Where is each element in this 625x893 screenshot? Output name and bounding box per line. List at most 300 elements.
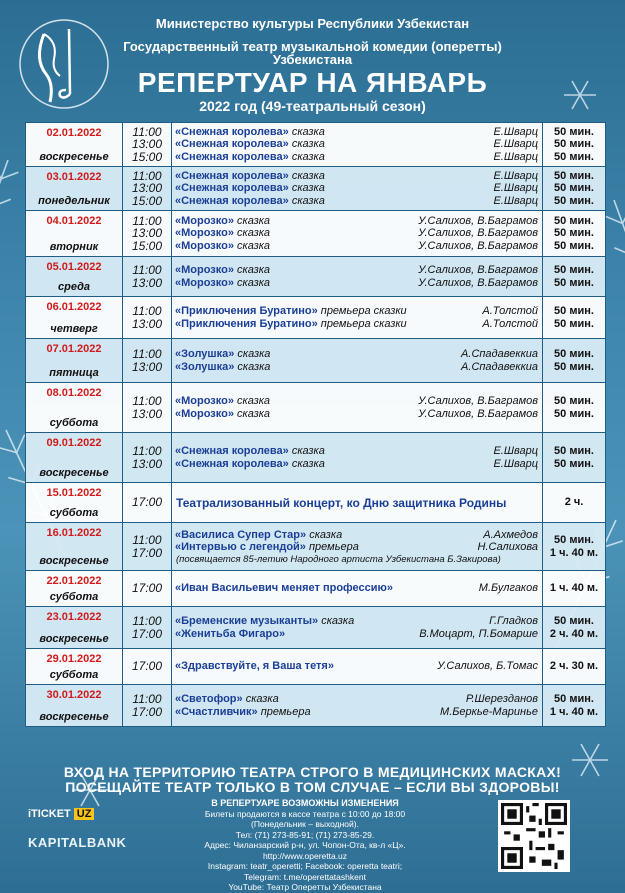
show-time: 15:00 <box>131 149 163 164</box>
duration-cell <box>543 607 606 649</box>
theatre-name-line2: Узбекистана <box>272 52 353 67</box>
play-left <box>175 458 325 471</box>
mask-warning <box>0 765 625 795</box>
weekday: воскресенье <box>39 151 109 163</box>
show-time: 17:00 <box>131 581 163 596</box>
play-left <box>175 408 270 421</box>
play-cell <box>172 649 543 685</box>
play-left <box>175 240 270 253</box>
time-cell <box>123 339 172 383</box>
info-line: Instagram: teatr_operetti; Facebook: operetta teatri; <box>207 861 403 871</box>
play-left <box>175 582 393 595</box>
duration: 2 ч. 30 м. <box>549 660 599 673</box>
play-genre: премьера <box>260 705 311 718</box>
time-cell <box>123 257 172 297</box>
page-title: РЕПЕРТУАР НА ЯНВАРЬ <box>137 67 488 98</box>
mask-warning-line1: ВХОД НА ТЕРРИТОРИЮ ТЕАТРА СТРОГО В МЕДИЦИНСКИХ МАСКАХ! <box>63 764 562 780</box>
duration: 50 мин. <box>554 227 594 240</box>
duration: 50 мин. <box>554 305 594 317</box>
table-row <box>26 685 606 727</box>
duration: 50 мин. <box>554 182 594 195</box>
info-line: YouTube: Театр Оперетты Узбекистана <box>228 882 382 892</box>
play-title[interactable]: «Снежная королева» <box>175 150 289 163</box>
date-cell <box>26 649 123 685</box>
show-time: 13:00 <box>131 359 163 374</box>
concert-title[interactable]: Театрализованный концерт, ко Дню защитника Родины <box>176 495 507 510</box>
duration: 1 ч. 40 м. <box>549 546 599 559</box>
play-cell <box>172 523 543 571</box>
weekday: воскресенье <box>39 711 109 723</box>
play-line <box>172 240 542 253</box>
play-cell <box>172 383 543 433</box>
play-left <box>175 277 270 290</box>
weekday: воскресенье <box>39 633 109 645</box>
date-cell <box>26 211 123 257</box>
repertoire-table <box>25 122 606 727</box>
play-line <box>172 582 542 595</box>
play-genre: сказка <box>237 239 271 252</box>
duration: 50 мин. <box>554 395 594 407</box>
performance-date: 09.01.2022 <box>46 437 102 449</box>
play-title[interactable]: «Женитьба Фигаро» <box>175 627 286 640</box>
play-title[interactable]: «Приключения Буратино» <box>175 317 318 330</box>
table-row <box>26 383 606 433</box>
duration: 50 мин. <box>554 615 594 627</box>
play-genre: сказка <box>237 227 271 240</box>
play-author: У.Салихов, В.Баграмов <box>418 214 538 227</box>
duration: 50 мин. <box>554 169 594 182</box>
show-time: 13:00 <box>131 226 163 241</box>
table-row <box>26 257 606 297</box>
play-left <box>175 693 279 706</box>
play-line <box>172 706 542 719</box>
date-cell <box>26 167 123 211</box>
performance-date: 08.01.2022 <box>46 387 102 399</box>
weekday: суббота <box>49 507 99 519</box>
duration-cell <box>543 483 606 523</box>
date-cell <box>26 433 123 483</box>
weekday: понедельник <box>38 195 110 207</box>
play-genre: премьера сказки <box>320 305 407 317</box>
table-row <box>26 483 606 523</box>
play-title[interactable]: «Снежная королева» <box>175 125 289 138</box>
table-row <box>26 211 606 257</box>
duration: 50 мин. <box>554 276 594 289</box>
duration: 50 мин. <box>554 360 594 373</box>
weekday: воскресенье <box>39 467 109 479</box>
theatre-name <box>0 40 625 66</box>
duration-cell <box>543 383 606 433</box>
play-author: У.Салихов, Б.Томас <box>437 660 538 673</box>
play-line <box>172 628 542 641</box>
duration: 50 мин. <box>554 125 594 138</box>
performance-date: 16.01.2022 <box>46 527 102 539</box>
play-title[interactable]: «Морозко» <box>175 276 234 289</box>
play-title[interactable]: «Золушка» <box>175 360 235 373</box>
duration: 50 мин. <box>554 348 594 360</box>
play-genre: сказка <box>245 693 279 705</box>
duration: 50 мин. <box>554 445 594 457</box>
info-line: (Понедельник – выходной). <box>251 819 359 829</box>
show-time: 11:00 <box>132 444 162 458</box>
show-time: 11:00 <box>132 533 162 547</box>
time-cell <box>123 297 172 339</box>
table-row <box>26 167 606 211</box>
play-title[interactable]: «Иван Васильевич меняет профессию» <box>175 582 394 595</box>
play-line <box>172 264 542 277</box>
performance-date: 05.01.2022 <box>46 261 102 273</box>
play-line <box>172 305 542 318</box>
show-time: 13:00 <box>131 316 163 331</box>
play-genre: сказка <box>291 150 325 163</box>
play-genre: сказка <box>237 214 271 227</box>
duration-cell <box>543 571 606 607</box>
play-cell <box>172 211 543 257</box>
play-note: (посвящается 85-летию Народного артиста Узбекистана Б.Закирова) <box>176 553 501 565</box>
play-left <box>175 138 325 151</box>
table-row <box>26 571 606 607</box>
time-cell <box>123 433 172 483</box>
play-genre: сказка <box>237 407 271 420</box>
show-time: 11:00 <box>132 213 162 228</box>
play-author: А.Толстой <box>482 305 538 317</box>
play-genre: сказка <box>291 169 325 182</box>
play-line <box>172 660 542 673</box>
play-author: Е.Шварц <box>493 445 538 457</box>
performance-date: 22.01.2022 <box>46 575 102 587</box>
play-line <box>172 170 542 183</box>
duration: 50 мин. <box>554 317 594 330</box>
play-title[interactable]: «Морозко» <box>175 395 234 407</box>
play-line <box>172 227 542 240</box>
play-author: Н.Салихова <box>477 541 538 553</box>
play-genre: премьера <box>309 541 359 553</box>
show-time: 11:00 <box>132 614 162 628</box>
table-row <box>26 523 606 571</box>
weekday: пятница <box>49 367 99 379</box>
info-line: Telegram: t.me/operettatashkent <box>244 871 366 882</box>
show-time: 11:00 <box>132 124 162 139</box>
play-line <box>172 215 542 228</box>
show-time: 11:00 <box>132 168 162 183</box>
show-time: 13:00 <box>131 181 163 196</box>
play-author: У.Салихов, В.Баграмов <box>418 276 538 289</box>
time-cell <box>123 571 172 607</box>
play-cell <box>172 339 543 383</box>
ministry-name: Министерство культуры Республики Узбекистан <box>155 16 470 31</box>
play-genre: сказка <box>291 194 325 207</box>
duration: 50 мин. <box>554 693 594 705</box>
play-genre: сказка <box>291 125 325 138</box>
theatre-name-line1: Государственный театр музыкальной комедии (оперетты) <box>123 39 502 54</box>
duration: 50 мин. <box>554 457 594 470</box>
mask-warning-line2: ПОСЕЩАЙТЕ ТЕАТР ТОЛЬКО В ТОМ СЛУЧАЕ – ЕСЛИ ВЫ ЗДОРОВЫ! <box>65 779 560 795</box>
play-author: Р.Шерезданов <box>465 693 538 705</box>
play-line <box>172 408 542 421</box>
play-line <box>172 395 542 408</box>
play-line <box>172 151 542 164</box>
duration: 50 мин. <box>554 407 594 420</box>
play-title[interactable]: «Василиса Супер Стар» <box>175 528 307 541</box>
play-cell <box>172 167 543 211</box>
duration-cell <box>543 523 606 571</box>
time-cell <box>123 167 172 211</box>
play-line <box>172 361 542 374</box>
show-time: 11:00 <box>132 692 162 706</box>
play-author: У.Салихов, В.Баграмов <box>418 227 538 240</box>
play-left <box>175 348 270 361</box>
play-cell <box>172 433 543 483</box>
duration: 2 ч. <box>564 496 584 509</box>
weekday: суббота <box>49 417 99 429</box>
date-cell <box>26 257 123 297</box>
play-left <box>175 151 325 164</box>
play-author: А.Спадавеккиа <box>461 348 538 360</box>
duration-cell <box>543 339 606 383</box>
play-title[interactable]: «Морозко» <box>175 407 234 420</box>
play-line <box>172 458 542 471</box>
performance-date: 07.01.2022 <box>46 343 102 355</box>
performance-date: 29.01.2022 <box>46 653 102 665</box>
play-genre: сказка <box>291 182 325 195</box>
performance-date: 30.01.2022 <box>46 689 102 701</box>
performance-date: 04.01.2022 <box>46 215 102 227</box>
duration-cell <box>543 123 606 167</box>
info-line: В РЕПЕРТУАРЕ ВОЗМОЖНЫ ИЗМЕНЕНИЯ <box>211 798 399 808</box>
play-author: У.Салихов, В.Баграмов <box>418 407 538 420</box>
show-time: 11:00 <box>132 394 162 408</box>
play-left <box>175 361 270 374</box>
play-cell <box>172 685 543 727</box>
weekday: суббота <box>49 669 99 681</box>
play-author: А.Спадавеккиа <box>461 360 538 373</box>
date-cell <box>26 523 123 571</box>
play-author: М.Беркье-Маринье <box>440 705 538 718</box>
duration: 50 мин. <box>554 239 594 252</box>
iticket-uz: UZ <box>74 808 95 820</box>
duration: 50 мин. <box>554 264 594 276</box>
play-title[interactable]: «Снежная королева» <box>175 182 289 195</box>
play-line <box>172 318 542 331</box>
play-title[interactable]: «Морозко» <box>175 227 234 240</box>
play-left <box>175 170 325 183</box>
duration: 1 ч. 40 м. <box>549 705 599 718</box>
duration-cell <box>543 649 606 685</box>
duration: 50 мин. <box>554 138 594 151</box>
info-line: Билеты продаются в кассе театра с 10:00 до 18:00 <box>204 808 406 819</box>
time-cell <box>123 607 172 649</box>
weekday: вторник <box>49 241 99 253</box>
iticket-brand: iTICKET <box>28 808 71 820</box>
duration-cell <box>543 685 606 727</box>
date-cell <box>26 685 123 727</box>
duration: 1 ч. 40 м. <box>549 582 599 595</box>
show-time: 13:00 <box>131 275 163 290</box>
play-line <box>172 529 542 542</box>
play-left <box>175 395 270 408</box>
show-time: 17:00 <box>131 659 163 674</box>
play-title[interactable]: «Снежная королева» <box>175 194 289 207</box>
play-line <box>172 182 542 195</box>
play-title[interactable]: «Интервью с легендой» <box>175 541 306 553</box>
performance-date: 06.01.2022 <box>46 301 102 313</box>
contact-info <box>180 798 430 893</box>
play-title[interactable]: «Бременские музыканты» <box>175 615 319 627</box>
show-time: 11:00 <box>132 263 162 277</box>
weekday: среда <box>57 281 90 293</box>
play-author: А.Толстой <box>482 317 538 330</box>
date-cell <box>26 123 123 167</box>
duration-cell <box>543 211 606 257</box>
play-left <box>175 305 407 318</box>
play-title[interactable]: «Снежная королева» <box>175 457 289 470</box>
show-time: 17:00 <box>131 495 163 510</box>
play-cell <box>172 607 543 649</box>
play-line <box>172 126 542 139</box>
iticket-logo <box>28 808 118 828</box>
play-left <box>175 264 270 277</box>
play-genre: сказка <box>237 348 271 360</box>
season-subtitle: 2022 год (49-театральный сезон) <box>199 98 426 114</box>
info-line[interactable]: http://www.operetta.uz <box>262 850 348 861</box>
play-left <box>175 215 270 228</box>
show-time: 13:00 <box>131 137 163 152</box>
table-row <box>26 607 606 649</box>
play-author: Е.Шварц <box>493 457 538 470</box>
date-cell <box>26 483 123 523</box>
play-left <box>175 541 359 554</box>
play-cell <box>172 257 543 297</box>
play-title[interactable]: «Здравствуйте, я Ваша тетя» <box>175 660 334 673</box>
performance-date: 03.01.2022 <box>46 171 102 183</box>
play-author: Г.Гладков <box>489 615 538 627</box>
play-genre: сказка <box>237 360 271 373</box>
duration-cell <box>543 257 606 297</box>
show-time: 13:00 <box>131 406 163 421</box>
play-author: А.Ахмедов <box>483 528 538 541</box>
play-title[interactable]: «Счастливчик» <box>175 705 258 718</box>
time-cell <box>123 483 172 523</box>
weekday: воскресенье <box>39 555 109 567</box>
play-author: У.Салихов, В.Баграмов <box>418 395 538 407</box>
duration: 50 мин. <box>554 194 594 207</box>
play-genre: сказка <box>237 395 271 407</box>
time-cell <box>123 685 172 727</box>
play-cell <box>172 483 543 523</box>
play-line <box>172 615 542 628</box>
play-line <box>172 348 542 361</box>
table-row <box>26 649 606 685</box>
date-cell <box>26 383 123 433</box>
weekday: четверг <box>50 323 98 335</box>
time-cell <box>123 123 172 167</box>
play-line <box>172 445 542 458</box>
play-genre: сказка <box>291 138 325 151</box>
play-left <box>175 182 325 195</box>
play-left <box>175 195 325 208</box>
date-cell <box>26 339 123 383</box>
table-row <box>26 123 606 167</box>
info-line: Адрес: Чиланзарский р-н, ул. Чопон-Ота, кв-л «Ц». <box>204 840 406 850</box>
play-title[interactable]: «Приключения Буратино» <box>175 305 318 317</box>
play-cell <box>172 123 543 167</box>
play-genre: премьера сказки <box>320 317 407 330</box>
info-line: Тел: (71) 273-85-91; (71) 273-85-29. <box>235 829 375 840</box>
play-author: У.Салихов, В.Баграмов <box>418 264 538 276</box>
play-title[interactable]: «Снежная королева» <box>175 138 289 151</box>
time-cell <box>123 649 172 685</box>
table-row <box>26 339 606 383</box>
table-row <box>26 433 606 483</box>
duration-cell <box>543 297 606 339</box>
time-cell <box>123 383 172 433</box>
performance-date: 15.01.2022 <box>46 487 102 499</box>
kapitalbank-logo: KAPITALBANK <box>28 835 127 850</box>
play-left <box>175 318 407 331</box>
play-genre: сказка <box>309 528 343 541</box>
show-time: 13:00 <box>131 456 163 471</box>
show-time: 15:00 <box>131 193 163 208</box>
time-cell <box>123 211 172 257</box>
play-line <box>172 277 542 290</box>
duration: 2 ч. 40 м. <box>549 627 599 640</box>
play-author: Е.Шварц <box>493 150 538 163</box>
play-left <box>175 227 270 240</box>
performance-date: 23.01.2022 <box>46 611 102 623</box>
play-left <box>175 126 325 139</box>
show-time: 17:00 <box>131 704 163 719</box>
qr-code-icon[interactable] <box>498 800 570 872</box>
play-left <box>175 529 342 542</box>
duration-cell <box>543 433 606 483</box>
play-title[interactable]: «Золушка» <box>175 348 235 360</box>
play-left <box>175 660 334 673</box>
play-line <box>172 541 542 554</box>
play-author: Е.Шварц <box>493 182 538 195</box>
date-cell <box>26 571 123 607</box>
play-title[interactable]: «Морозко» <box>175 264 234 276</box>
play-cell <box>172 297 543 339</box>
play-line <box>172 195 542 208</box>
play-left <box>175 628 285 641</box>
play-author: Е.Шварц <box>493 169 538 182</box>
show-time: 17:00 <box>131 545 163 560</box>
play-genre: сказка <box>291 457 325 470</box>
play-author: Е.Шварц <box>493 138 538 151</box>
table-row <box>26 297 606 339</box>
performance-date: 02.01.2022 <box>46 127 102 139</box>
play-line <box>172 138 542 151</box>
play-title[interactable]: «Морозко» <box>175 239 234 252</box>
play-genre: сказка <box>291 445 325 457</box>
play-author: М.Булгаков <box>478 582 538 595</box>
play-title[interactable]: «Снежная королева» <box>175 445 289 457</box>
time-cell <box>123 523 172 571</box>
show-time: 11:00 <box>132 347 162 361</box>
play-genre: сказка <box>321 615 355 627</box>
play-author: Е.Шварц <box>493 194 538 207</box>
show-time: 11:00 <box>132 304 162 318</box>
play-title[interactable]: «Светофор» <box>175 693 243 705</box>
weekday: суббота <box>49 591 99 603</box>
play-line <box>172 693 542 706</box>
play-title[interactable]: «Морозко» <box>175 214 234 227</box>
play-title[interactable]: «Снежная королева» <box>175 169 289 182</box>
play-author: У.Салихов, В.Баграмов <box>418 239 538 252</box>
date-cell <box>26 607 123 649</box>
play-left <box>175 615 354 628</box>
date-cell <box>26 297 123 339</box>
